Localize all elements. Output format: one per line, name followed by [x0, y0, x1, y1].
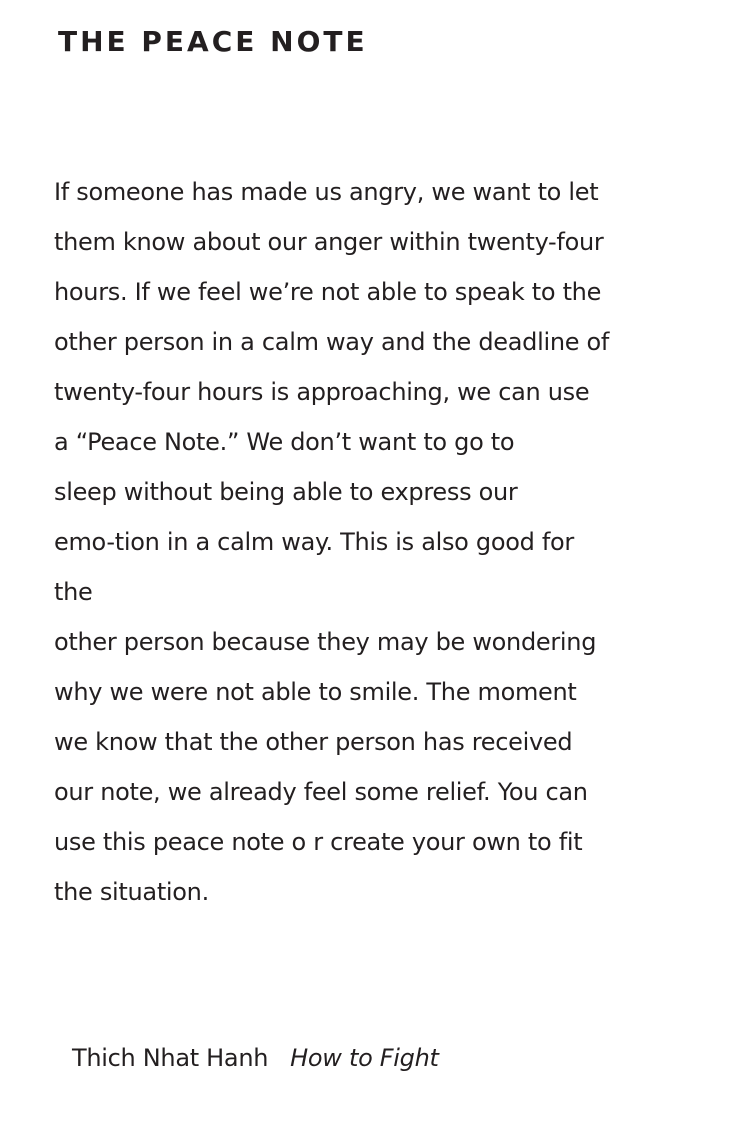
- body-line: If someone has made us angry, we want to let: [54, 178, 599, 206]
- page-title: THE PEACE NOTE: [58, 25, 368, 58]
- body-line: the situation.: [54, 878, 209, 906]
- body-line: sleep without being able to express our: [54, 478, 518, 506]
- body-line: why we were not able to smile. The moment: [54, 678, 577, 706]
- body-line: hours. If we feel we’re not able to speak to the: [54, 278, 602, 306]
- body-line: other person because they may be wondering: [54, 628, 597, 656]
- body-line: them know about our anger within twenty-four: [54, 228, 604, 256]
- body-line: the: [54, 578, 93, 606]
- body-line: twenty-four hours is approaching, we can use: [54, 378, 590, 406]
- body-line: use this peace note o r create your own to fit: [54, 828, 583, 856]
- body-text: [54, 167, 694, 917]
- body-line: a “Peace Note.” We don’t want to go to: [54, 428, 515, 456]
- author-name: Thich Nhat Hanh: [72, 1044, 269, 1072]
- body-line: our note, we already feel some relief. You can: [54, 778, 588, 806]
- body-line: we know that the other person has received: [54, 728, 573, 756]
- book-title: How to Fight: [290, 1044, 439, 1072]
- body-line: emo-tion in a calm way. This is also good for: [54, 528, 574, 556]
- attribution: [72, 1040, 439, 1076]
- body-line: other person in a calm way and the deadline of: [54, 328, 610, 356]
